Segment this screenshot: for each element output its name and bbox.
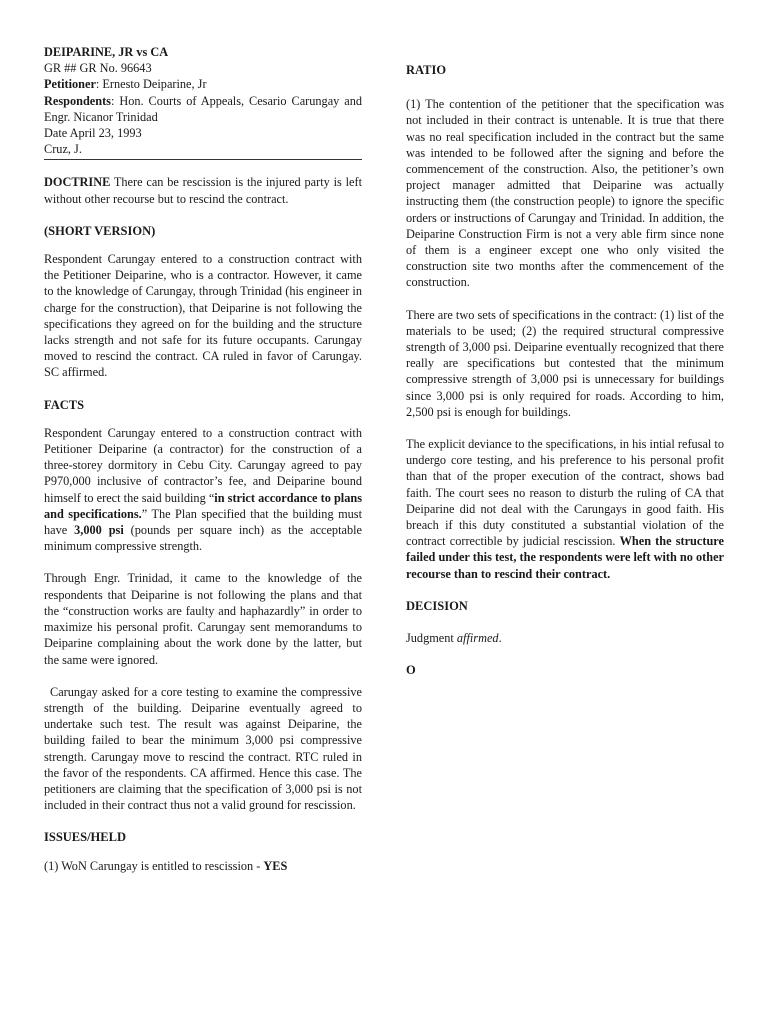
decision-text-b: . bbox=[498, 631, 502, 646]
decision-text-a: Judgment bbox=[406, 631, 457, 646]
facts-p1-bold-psi: 3,000 psi bbox=[74, 523, 124, 538]
facts-heading: FACTS bbox=[44, 397, 85, 412]
ratio-p3-bold: When the structure failed under this test, the respondents were left with no other recourse than to rescind their contract. bbox=[406, 534, 724, 581]
short-version-heading: (SHORT VERSION) bbox=[44, 223, 156, 238]
issue-item-1-answer: YES bbox=[263, 858, 288, 873]
gr-number: GR ## GR No. 96643 bbox=[44, 61, 152, 76]
facts-p1-text-b: ” The Plan specified that the building must have bbox=[44, 506, 362, 538]
ratio-heading: RATIO bbox=[406, 63, 447, 77]
facts-paragraph-1 bbox=[44, 425, 362, 555]
petitioner-label: Petitioner bbox=[44, 77, 96, 92]
issue-item-1 bbox=[44, 858, 362, 874]
ratio-p3-text: The explicit deviance to the specifications, in his intial refusal to undergo core testing, and his preference to his personal profit than that of the proper execution of the contract, shows bad faith. The court sees no reason to disturb the ruling of CA that Deiparine did not deal with the Carungays in good faith. His breach if this duty constituted a substantial violation of the contract correctible by judicial rescission. bbox=[406, 437, 724, 549]
trailing-mark: O bbox=[406, 663, 416, 678]
facts-paragraph-3: Carungay asked for a core testing to examine the compressive strength of the building. Deiparine eventually agreed to undertake such test. The result was against Deiparine, the building failed to bear the minimum 3,000 psi compressive strength. Carungay move to rescind the contract. RTC ruled in the favor of the respondents. CA affirmed. Hence this case. The petitioners are claiming that the specification of 3,000 psi is not included in their contract thus not a valid ground for rescission. bbox=[44, 684, 362, 813]
ratio-paragraph-1: (1) The contention of the petitioner that the specification was not included in their contract is untenable. It is true that there was no real specification included in the contract but the same was intended to be followed after the signing and before the commencement of the construction. Also, the petitioner’s own project manager admitted that Deiparine was actually instructing them (the construction people) to ignore the specific orders or instructions of Carungay and Trinidad. In addition, the Deiparine Construction Firm is not a very able firm since none of them is a engineer except one who only visited the construction site two months after the commencement of the construction. bbox=[406, 97, 724, 290]
decision-heading: DECISION bbox=[406, 598, 468, 613]
petitioner-line bbox=[44, 76, 362, 92]
doctrine-paragraph bbox=[44, 174, 362, 206]
issue-item-1-text: (1) WoN Carungay is entitled to rescission - bbox=[44, 858, 264, 873]
facts-p1-text-a: Respondent Carungay entered to a construction contract with Petitioner Deiparine (a contractor) for the construction of a three-storey dormitory in Cebu City. Carungay agreed to pay P970,000 inclusive of contractor’s fee, and Deiparine bound himself to erect the said building “ bbox=[44, 425, 362, 505]
facts-p1-bold: in strict accordance to plans and specifications. bbox=[44, 490, 362, 521]
ratio-paragraph-2: There are two sets of specifications in the contract: (1) list of the materials to be used; (2) the required structural compressive strength of 3,000 psi. Deiparine eventually recognized that there really are specifications but contested that the minimum compressive strength of 3,000 psi is unnecessary for buildings since 3,000 psi is only required for roads. According to him, 2,500 psi is enough for buildings. bbox=[406, 307, 724, 419]
ratio-paragraph-3 bbox=[406, 436, 724, 582]
issues-heading: ISSUES/HELD bbox=[44, 830, 126, 845]
respondents-line bbox=[44, 93, 362, 125]
facts-paragraph-2: Through Engr. Trinidad, it came to the knowledge of the respondents that Deiparine is not following the plans and that the “construction works are faulty and haphazardly” in order to maximize his personal profit. Carungay sent memorandums to Deiparine complaining about the work done by the latter, but the same were ignored. bbox=[44, 571, 362, 667]
doctrine-label: DOCTRINE bbox=[44, 175, 111, 190]
petitioner-value: : Ernesto Deiparine, Jr bbox=[95, 77, 207, 92]
doctrine-text: There can be rescission is the injured party is left without other recourse but to rescind the contract. bbox=[44, 175, 362, 206]
decision-date: Date April 23, 1993 bbox=[44, 126, 142, 141]
respondents-value: : Hon. Courts of Appeals, Cesario Carungay and Engr. Nicanor Trinidad bbox=[44, 93, 362, 124]
decision-text bbox=[406, 630, 724, 646]
ponente: Cruz, J. bbox=[44, 142, 82, 157]
facts-p1-text-c: (pounds per square inch) as the acceptable minimum compressive strength. bbox=[44, 523, 362, 554]
left-column bbox=[44, 44, 362, 874]
right-column bbox=[406, 62, 724, 679]
case-title: DEIPARINE, JR vs CA bbox=[44, 45, 169, 59]
decision-italic: affirmed bbox=[456, 631, 499, 646]
short-version-text: Respondent Carungay entered to a construction contract with the Petitioner Deiparine, who is a contractor. However, it came to the knowledge of Carungay, through Trinidad (his engineer in charge for the construction), that Deiparine is not following the specifications they agreed on for the building and the structure lacks strength and not safe for its future occupants. Carungay moved to rescind the contract. CA ruled in favor of Carungay. SC affirmed. bbox=[44, 252, 362, 380]
respondents-label: Respondents bbox=[44, 93, 111, 108]
